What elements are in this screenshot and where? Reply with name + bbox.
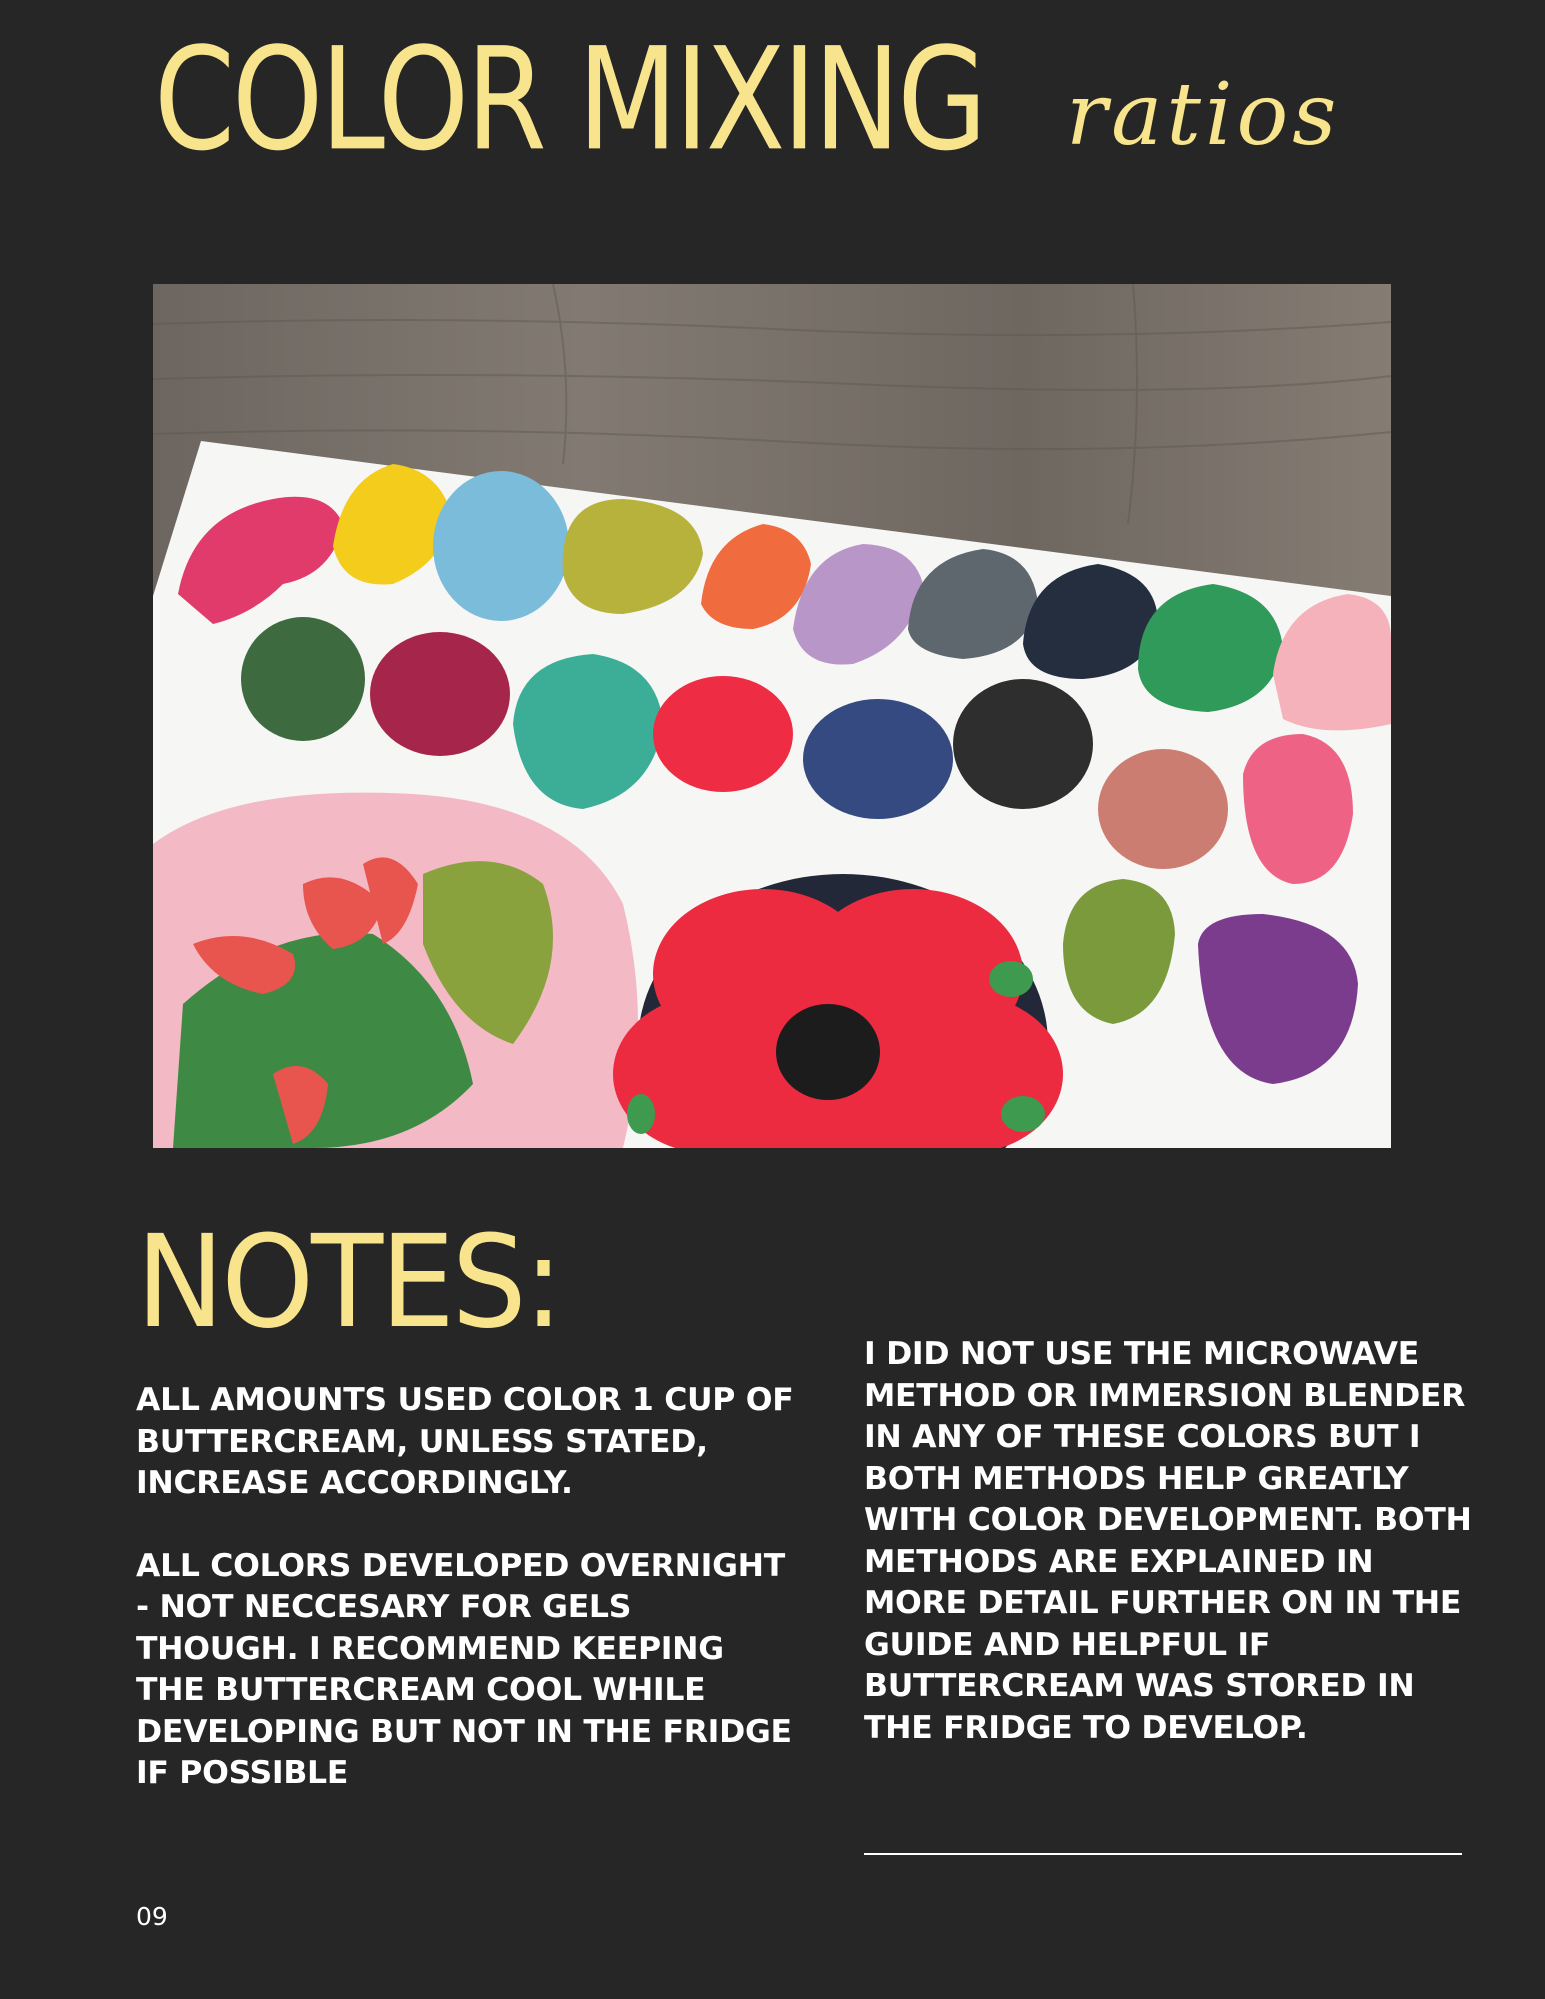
page-title: COLOR MIXING bbox=[154, 17, 985, 183]
buttercream-palette-photo-icon bbox=[153, 284, 1391, 1148]
buttercream-palette-photo bbox=[153, 284, 1391, 1148]
notes-paragraph: ALL COLORS DEVELOPED OVERNIGHT - NOT NECCESARY FOR GELS THOUGH. I RECOMMEND KEEPING THE BUTTERCREAM COOL WHILE DEVELOPING BUT NOT IN THE FRIDGE IF POSSIBLE bbox=[136, 1547, 792, 1791]
notes-heading: NOTES: bbox=[136, 1207, 561, 1357]
page-number: 09 bbox=[136, 1902, 168, 1931]
notes-right-column bbox=[864, 1334, 1484, 1749]
notes-paragraph: I DID NOT USE THE MICROWAVE METHOD OR IMMERSION BLENDER IN ANY OF THESE COLORS BUT I BOTH METHODS HELP GREATLY WITH COLOR DEVELOPMENT. BOTH METHODS ARE EXPLAINED IN MORE DETAIL FURTHER ON IN THE GUIDE AND HELPFUL IF BUTTERCREAM WAS STORED IN THE FRIDGE TO DEVELOP. bbox=[864, 1336, 1472, 1746]
notes-paragraph: ALL AMOUNTS USED COLOR 1 CUP OF BUTTERCREAM, UNLESS STATED, INCREASE ACCORDINGLY. bbox=[136, 1382, 794, 1501]
notes-left-column bbox=[136, 1380, 796, 1795]
divider bbox=[864, 1853, 1462, 1855]
page-title-script: ratios bbox=[1066, 65, 1341, 165]
